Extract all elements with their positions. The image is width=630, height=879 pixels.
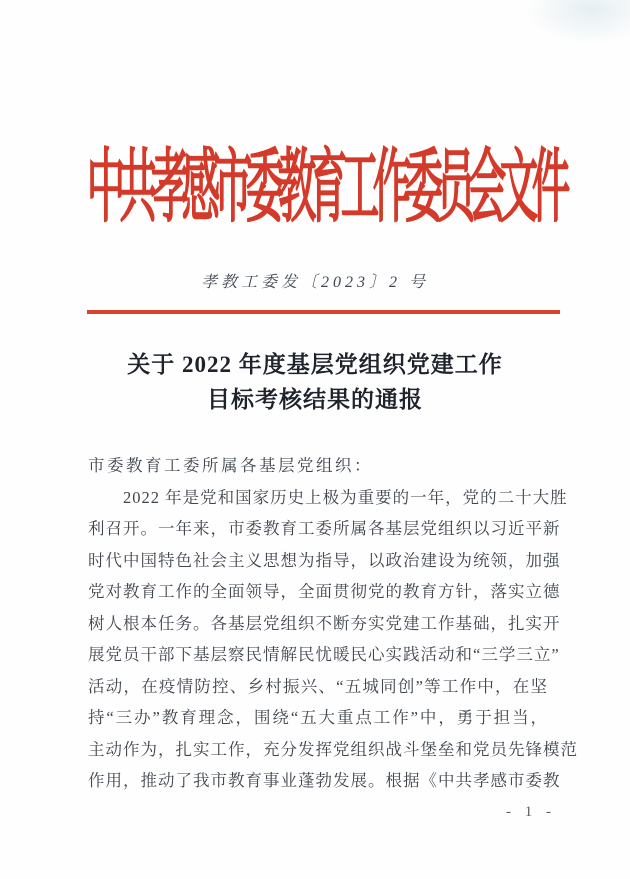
body-paragraph (88, 482, 578, 797)
red-divider-line (87, 310, 560, 314)
document-title-line-2: 目标考核结果的通报 (207, 387, 423, 412)
paragraph-line: 作用，推动了我市教育事业蓬勃发展。根据《中共孝感市委教 (88, 771, 561, 790)
paragraph-line: 主动作为，扎实工作，充分发挥党组织战斗堡垒和党员先锋模范 (88, 739, 578, 759)
paragraph-line: 时代中国特色社会主义思想为指导，以政治建设为统领，加强 (88, 550, 561, 570)
document-number: 孝教工委发〔2023〕2 号 (200, 274, 429, 291)
document-body (88, 450, 578, 797)
org-title-char: 会 (468, 143, 507, 234)
salutation-line: 市委教育工委所属各基层党组织： (88, 456, 373, 475)
scan-smudge (525, 0, 630, 45)
org-title-char: 员 (436, 143, 475, 234)
org-title-char: 市 (213, 143, 253, 234)
org-title-char: 中 (86, 143, 126, 234)
org-title-char: 委 (245, 143, 285, 234)
org-title-char: 共 (118, 143, 158, 234)
paragraph-line: 党对教育工作的全面领导，全面贯彻党的教育方针，落实立德 (88, 582, 561, 601)
org-title-char: 文 (499, 143, 539, 234)
red-header-org-title (84, 143, 571, 234)
org-title-char: 件 (531, 143, 571, 234)
org-title-char: 委 (404, 143, 444, 234)
paragraph-line: 活动，在疫情防控、乡村振兴、“五城同创”等工作中，在坚 (88, 676, 548, 696)
org-title-char: 教 (277, 143, 317, 234)
paragraph-line: 树人根本任务。各基层党组织不断夯实党建工作基础，扎实开 (88, 613, 561, 633)
paragraph-line: 利召开。一年来，市委教育工委所属各基层党组织以习近平新 (88, 519, 561, 538)
org-title-char: 感 (182, 143, 221, 234)
document-title-line-1: 关于 2022 年度基层党组织党建工作 (127, 352, 503, 377)
org-title-char: 孝 (150, 143, 189, 234)
page-number: - 1 - (506, 804, 556, 820)
org-title-char: 作 (372, 143, 412, 234)
org-title-char: 工 (341, 143, 380, 234)
paragraph-line: 持“三办”教育理念，围绕“五大重点工作”中，勇于担当， (88, 708, 548, 727)
paragraph-line: 2022 年是党和国家历史上极为重要的一年，党的二十大胜 (88, 487, 568, 507)
document-title (0, 347, 630, 417)
paragraph-line: 展党员干部下基层察民情解民忧暖民心实践活动和“三学三立” (88, 645, 560, 664)
org-title-char: 育 (309, 143, 348, 234)
